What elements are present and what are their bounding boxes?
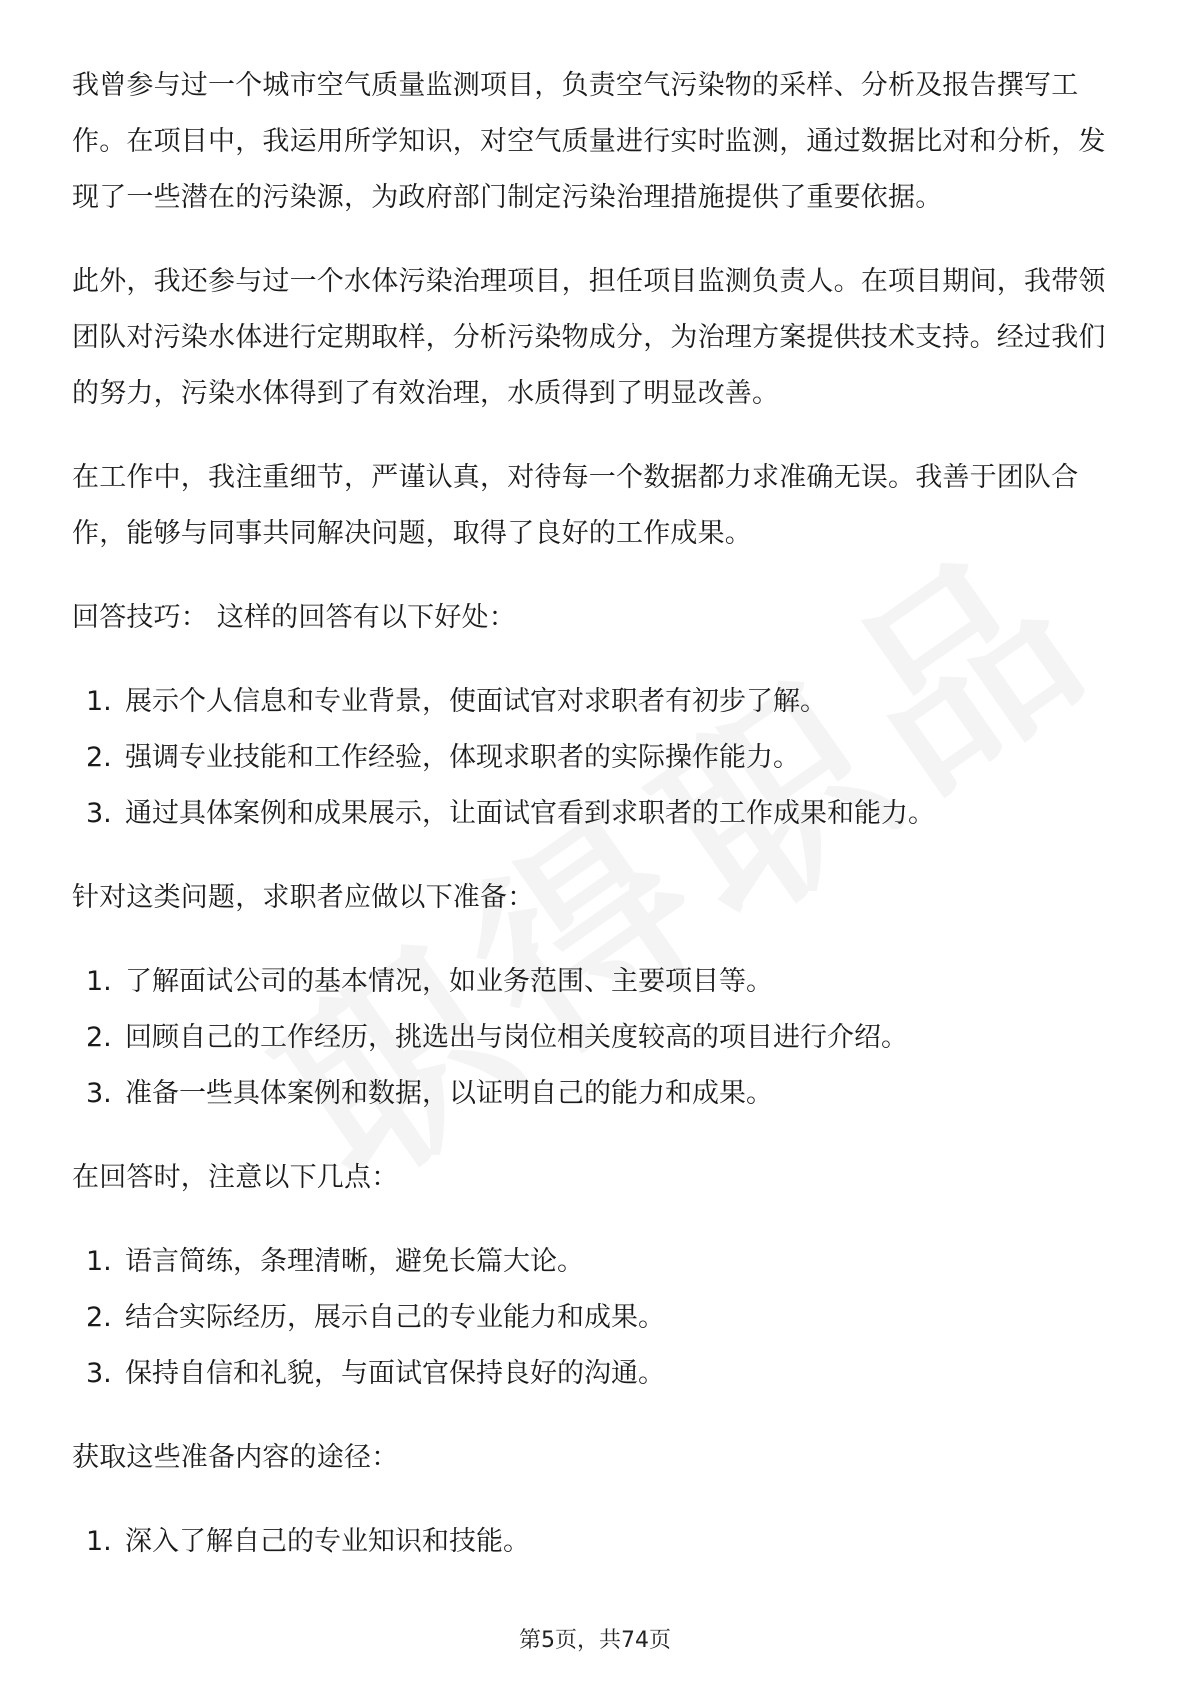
list-item-text: 保持自信和礼貌，与面试官保持良好的沟通。 — [125, 1358, 665, 1389]
preparation-list — [72, 954, 1118, 1122]
sources-heading: 获取这些准备内容的途径： — [72, 1442, 399, 1473]
list-item-text: 回顾自己的工作经历，挑选出与岗位相关度较高的项目进行介绍。 — [125, 1022, 908, 1053]
notes-list — [72, 1234, 1118, 1402]
list-item-text: 通过具体案例和成果展示，让面试官看到求职者的工作成果和能力。 — [125, 798, 935, 829]
page-number-footer: 第5页，共74页 — [519, 1628, 671, 1653]
list-item-text: 展示个人信息和专业背景，使面试官对求职者有初步了解。 — [125, 686, 827, 717]
notes-heading: 在回答时，注意以下几点： — [72, 1162, 399, 1193]
list-item — [72, 1290, 1118, 1346]
page-content — [72, 58, 1118, 1598]
list-item-text: 了解面试公司的基本情况，如业务范围、主要项目等。 — [125, 966, 773, 997]
list-item-text: 准备一些具体案例和数据，以证明自己的能力和成果。 — [125, 1078, 773, 1109]
list-item-number: 2. — [86, 742, 112, 773]
list-item — [72, 954, 1118, 1010]
list-item-number: 3. — [86, 798, 112, 829]
benefits-list — [72, 674, 1118, 842]
preparation-heading: 针对这类问题，求职者应做以下准备： — [72, 882, 535, 913]
list-item — [72, 674, 1118, 730]
list-item-number: 1. — [86, 1526, 112, 1557]
list-item-number: 3. — [86, 1078, 112, 1109]
list-item-number: 2. — [86, 1302, 112, 1333]
list-item — [72, 786, 1118, 842]
list-item — [72, 1514, 1118, 1570]
sources-list — [72, 1514, 1118, 1570]
list-item-number: 3. — [86, 1358, 112, 1389]
list-item — [72, 1066, 1118, 1122]
paragraph-air-quality-project: 我曾参与过一个城市空气质量监测项目，负责空气污染物的采样、分析及报告撰写工作。在项目中，我运用所学知识，对空气质量进行实时监测，通过数据比对和分析，发现了一些潜在的污染源，为政府部门制定污染治理措施提供了重要依据。 — [72, 70, 1106, 213]
paragraph-work-attitude: 在工作中，我注重细节，严谨认真，对待每一个数据都力求准确无误。我善于团队合作，能够与同事共同解决问题，取得了良好的工作成果。 — [72, 462, 1079, 549]
list-item — [72, 730, 1118, 786]
answer-tips-heading: 回答技巧： 这样的回答有以下好处： — [72, 602, 516, 633]
list-item — [72, 1010, 1118, 1066]
list-item-number: 1. — [86, 686, 112, 717]
list-item-text: 结合实际经历，展示自己的专业能力和成果。 — [125, 1302, 665, 1333]
list-item-text: 深入了解自己的专业知识和技能。 — [125, 1526, 530, 1557]
list-item-number: 2. — [86, 1022, 112, 1053]
paragraph-water-pollution-project: 此外，我还参与过一个水体污染治理项目，担任项目监测负责人。在项目期间，我带领团队对污染水体进行定期取样，分析污染物成分，为治理方案提供技术支持。经过我们的努力，污染水体得到了有效治理，水质得到了明显改善。 — [72, 266, 1106, 409]
list-item — [72, 1346, 1118, 1402]
list-item-number: 1. — [86, 1246, 112, 1277]
list-item-text: 强调专业技能和工作经验，体现求职者的实际操作能力。 — [125, 742, 800, 773]
list-item — [72, 1234, 1118, 1290]
list-item-number: 1. — [86, 966, 112, 997]
list-item-text: 语言简练，条理清晰，避免长篇大论。 — [125, 1246, 584, 1277]
